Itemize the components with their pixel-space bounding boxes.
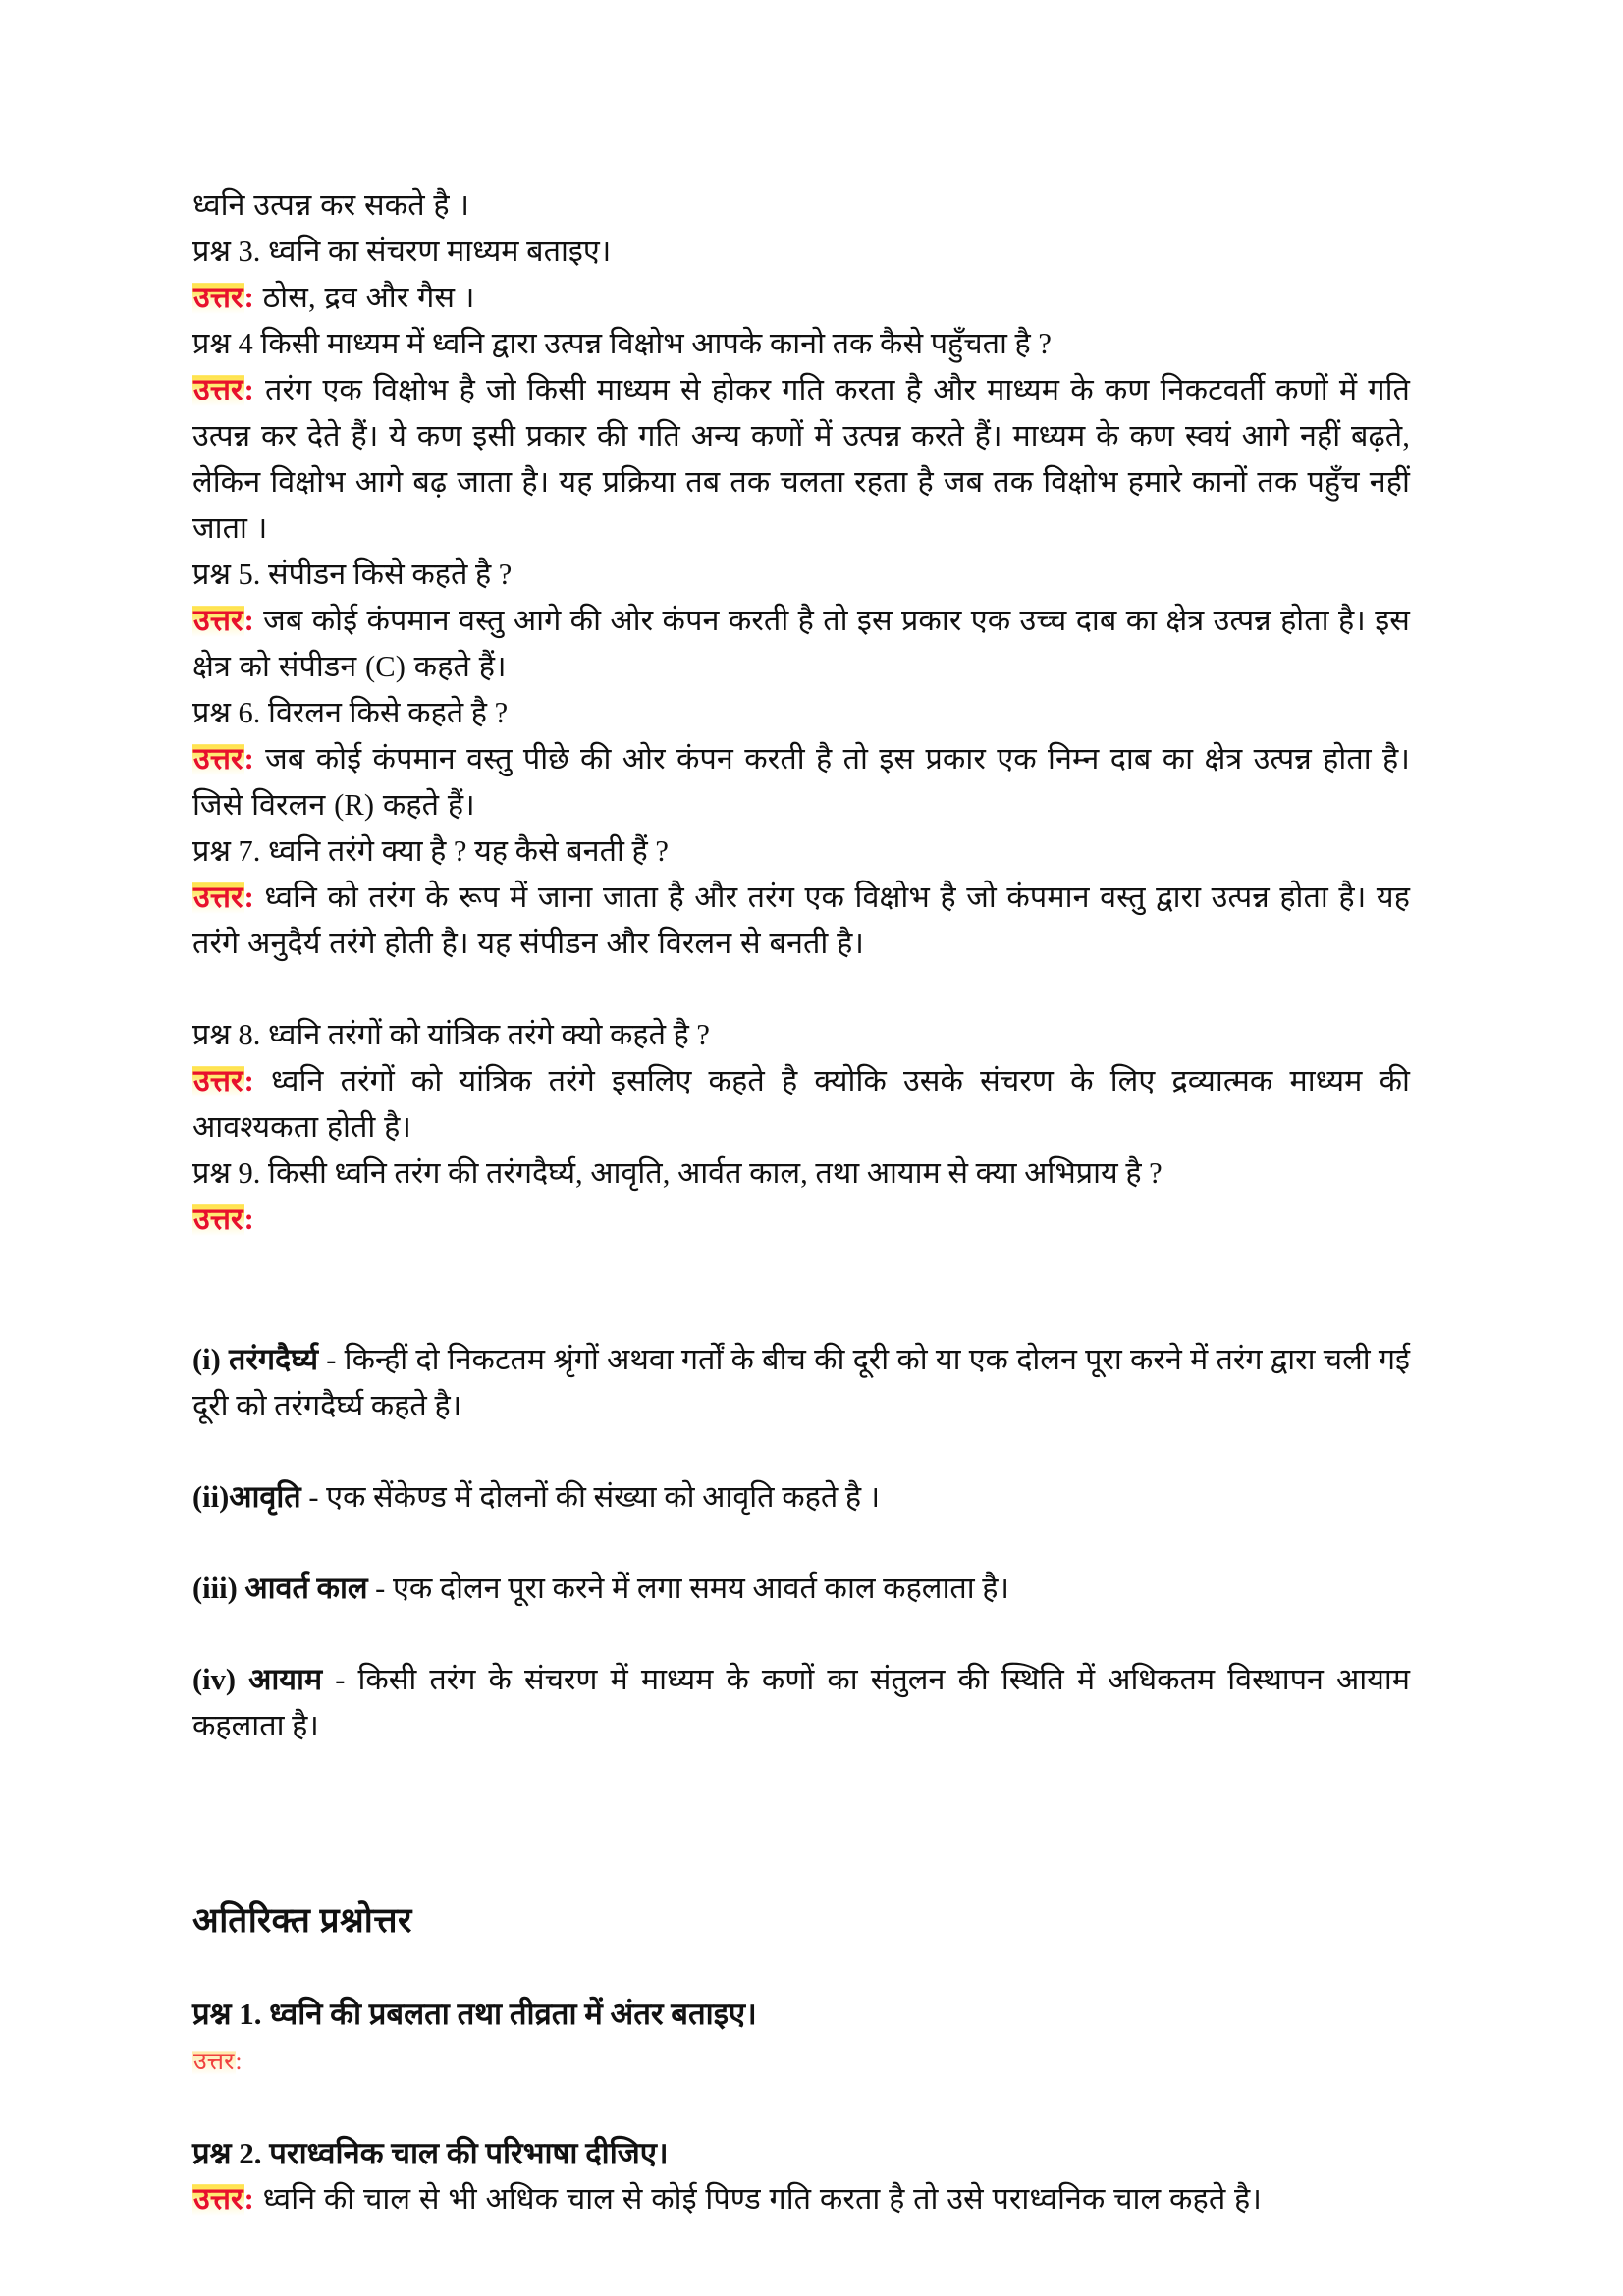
item-marker-3: (iii) — [192, 1572, 238, 1605]
answer-7 — [192, 875, 1410, 967]
extra-question-1: प्रश्न 1. ध्वनि की प्रबलता तथा तीव्रता में अंतर बताइए। — [192, 1997, 757, 2031]
item-definition-1: किन्हीं दो निकटतम श्रृंगों अथवा गर्तों के बीच की दूरी को या एक दोलन पूरा करने में तरंग द्वारा चली गई दूरी को तरंगदैर्घ्य कहते है। — [192, 1343, 1411, 1422]
extra-answer-1 — [192, 2037, 1410, 2085]
extra-answer-label-2: उत्तर — [193, 2182, 243, 2216]
answer-label-4: उत्तर — [193, 373, 243, 406]
item-marker-2: (ii) — [192, 1480, 230, 1514]
extra-answer-2 — [192, 2176, 1410, 2222]
question-9: प्रश्न 9. किसी ध्वनि तरंग की तरंगदैर्घ्य, आवृति, आर्वत काल, तथा आयाम से क्या अभिप्राय है ? — [192, 1156, 1163, 1190]
question-7: प्रश्न 7. ध्वनि तरंगे क्या है ? यह कैसे बनती हैं ? — [192, 834, 669, 868]
answer-colon-7: : — [243, 881, 254, 914]
item-term-1: तरंगदैर्घ्य — [229, 1343, 319, 1376]
item-definition-2: एक सेंकेण्ड में दोलनों की संख्या को आवृति कहते है । — [326, 1480, 881, 1514]
answer-text-5: जब कोई कंपमान वस्तु आगे की ओर कंपन करती है तो इस प्रकार एक उच्च दाब का क्षेत्र उत्पन्न होता है। इस क्षेत्र को संपीडन (C) कहते हैं। — [192, 604, 1411, 683]
item-term-2: आवृति — [229, 1480, 301, 1514]
answer-colon-4: : — [243, 373, 254, 406]
answer-text-8: ध्वनि तरंगों को यांत्रिक तरंगे इसलिए कहते है क्योकि उसके संचरण के लिए द्रव्यात्मक माध्यम की आवश्यकता होती है। — [192, 1064, 1410, 1144]
question-8: प्रश्न 8. ध्वनि तरंगों को यांत्रिक तरंगे क्यो कहते है ? — [192, 1018, 710, 1051]
continuation-line: ध्वनि उत्पन्न कर सकते है । — [192, 188, 470, 222]
item-dash-1: - — [326, 1343, 337, 1376]
extra-answer-colon-2: : — [243, 2182, 254, 2216]
item-marker-1: (i) — [192, 1343, 221, 1376]
spacer — [192, 2085, 1410, 2130]
definition-item-4 — [192, 1657, 1410, 1749]
answer-9 — [192, 1197, 1410, 1243]
question-6: प्रश्न 6. विरलन किसे कहते है ? — [192, 696, 509, 729]
extra-answer-text-2: ध्वनि की चाल से भी अधिक चाल से कोई पिण्ड गति करता है तो उसे पराध्वनिक चाल कहते है। — [262, 2182, 1263, 2216]
answer-text-4: तरंग एक विक्षोभ है जो किसी माध्यम से होकर गति करता है और माध्यम के कण निकटवर्ती कणों में गति उत्पन्न कर देते हैं। ये कण इसी प्रकार की गति अन्य कणों में उत्पन्न करते हैं। माध्यम के कण स्वयं आगे नहीं बढ़ते, लेकिन विक्षोभ आगे बढ़ जाता है। यह प्रक्रिया तब तक चलता रहता है जब तक विक्षोभ हमारे कानों तक पहुँच नहीं जाता । — [192, 373, 1410, 545]
answer-text-3: ठोस, द्रव और गैस । — [262, 281, 475, 314]
answer-label-8: उत्तर — [193, 1064, 243, 1097]
definition-item-1 — [192, 1337, 1410, 1429]
item-dash-2: - — [308, 1480, 319, 1514]
item-dash-3: - — [375, 1572, 386, 1605]
answer-label-9: उत्तर — [193, 1202, 243, 1236]
spacer — [192, 1429, 1410, 1474]
answer-6 — [192, 736, 1410, 828]
answer-text-6: जब कोई कंपमान वस्तु पीछे की ओर कंपन करती है तो इस प्रकार एक निम्न दाब का क्षेत्र उत्पन्न होता है। जिसे विरलन (R) कहते हैं। — [192, 742, 1410, 822]
definition-item-3 — [192, 1566, 1410, 1612]
extra-answer-label-1: उत्तर — [193, 2049, 235, 2075]
spacer — [192, 967, 1410, 1012]
answer-colon-9: : — [243, 1202, 254, 1236]
definition-item-2 — [192, 1474, 1410, 1521]
document-content — [192, 183, 1410, 2222]
extra-answer-colon-1: : — [235, 2049, 243, 2075]
question-5: प्रश्न 5. संपीडन किसे कहते है ? — [192, 558, 513, 591]
item-term-3: आवर्त काल — [244, 1572, 368, 1605]
item-definition-4: किसी तरंग के संचरण में माध्यम के कणों का संतुलन की स्थिति में अधिकतम विस्थापन आयाम कहलाता है। — [192, 1663, 1411, 1742]
item-term-4: आयाम — [248, 1663, 323, 1696]
answer-label-5: उत्तर — [193, 604, 243, 637]
answer-colon-5: : — [243, 604, 254, 637]
answer-8 — [192, 1058, 1410, 1150]
answer-5 — [192, 598, 1410, 690]
answer-text-7: ध्वनि को तरंग के रूप में जाना जाता है और तरंग एक विक्षोभ है जो कंपमान वस्तु द्वारा उत्पन्न होता है। यह तरंगे अनुदैर्य तरंगे होती है। यह संपीडन और विरलन से बनती है। — [192, 881, 1410, 960]
extra-section-heading: अतिरिक्त प्रश्नोत्तर — [192, 1901, 412, 1940]
spacer — [192, 1946, 1410, 1991]
item-marker-4: (iv) — [192, 1663, 237, 1696]
extra-question-2: प्रश्न 2. पराध्वनिक चाल की परिभाषा दीजिए। — [192, 2136, 669, 2170]
spacer — [192, 1749, 1410, 1896]
answer-label-3: उत्तर — [193, 281, 243, 314]
answer-4 — [192, 367, 1410, 552]
answer-label-7: उत्तर — [193, 881, 243, 914]
answer-colon-8: : — [243, 1064, 254, 1097]
answer-colon-6: : — [243, 742, 254, 775]
spacer — [192, 1243, 1410, 1337]
answer-label-6: उत्तर — [193, 742, 243, 775]
question-3: प्रश्न 3. ध्वनि का संचरण माध्यम बताइए। — [192, 235, 612, 268]
answer-3 — [192, 275, 1410, 321]
item-definition-3: एक दोलन पूरा करने में लगा समय आवर्त काल कहलाता है। — [392, 1572, 1010, 1605]
answer-colon-3: : — [243, 281, 254, 314]
question-4: प्रश्न 4 किसी माध्यम में ध्वनि द्वारा उत्पन्न विक्षोभ आपके कानो तक कैसे पहुँचता है ? — [192, 327, 1052, 360]
spacer — [192, 1612, 1410, 1657]
item-dash-4: - — [335, 1663, 346, 1696]
spacer — [192, 1521, 1410, 1566]
